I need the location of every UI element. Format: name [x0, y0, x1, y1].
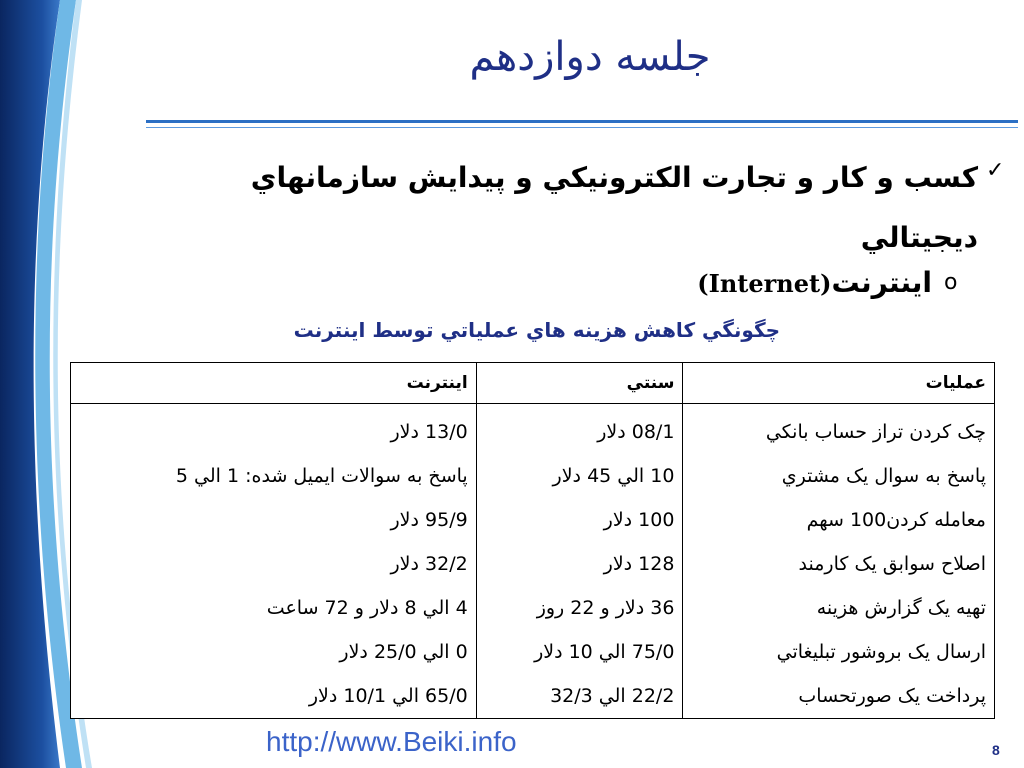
sub-bullet — [600, 266, 932, 299]
sub-bullet-text: اينترنت — [831, 266, 932, 299]
table-row — [71, 586, 995, 630]
cell-internet: پاسخ به سوالات ايميل شده: 1 الي 5 — [71, 454, 477, 498]
cell-operation: اصلاح سوابق يک كارمند — [683, 542, 995, 586]
cell-operation: پاسخ به سوال يک مشتري — [683, 454, 995, 498]
page-number: 8 — [992, 742, 1000, 758]
table-row — [71, 630, 995, 674]
slide-title: جلسه دوازدهم — [469, 34, 711, 80]
table-row — [71, 454, 995, 498]
cost-comparison-table — [70, 362, 995, 719]
cell-internet: 4 الي 8 دلار و 72 ساعت — [71, 586, 477, 630]
footer-url-link[interactable]: http://www.Beiki.info — [266, 726, 517, 757]
main-bullet-text: كسب و كار و تجارت الكترونيكي و پيدايش سازمانهاي ديجيتالي — [250, 161, 978, 254]
circle-bullet-icon: o — [944, 270, 958, 295]
cell-internet: 32/2 دلار — [71, 542, 477, 586]
cell-operation: معامله كردن100 سهم — [683, 498, 995, 542]
table-row — [71, 404, 995, 455]
cell-traditional: 75/0 الي 10 دلار — [476, 630, 683, 674]
cell-operation: چک کردن تراز حساب بانکي — [683, 404, 995, 455]
table-row — [71, 542, 995, 586]
cell-traditional: 128 دلار — [476, 542, 683, 586]
cell-traditional: 08/1 دلار — [476, 404, 683, 455]
header-operations: عمليات — [683, 363, 995, 404]
cell-internet: 13/0 دلار — [71, 404, 477, 455]
cell-traditional: 36 دلار و 22 روز — [476, 586, 683, 630]
title-divider — [146, 120, 1018, 123]
cell-internet: 0 الي 25/0 دلار — [71, 630, 477, 674]
cell-traditional: 10 الي 45 دلار — [476, 454, 683, 498]
table-caption: چگونگي كاهش هزينه هاي عملياتي توسط اينترنت — [293, 318, 780, 342]
cell-traditional: 100 دلار — [476, 498, 683, 542]
title-divider-thin — [146, 127, 1018, 128]
cell-operation: تهيه يک گزارش هزينه — [683, 586, 995, 630]
header-internet: اينترنت — [71, 363, 477, 404]
cell-internet: 65/0 الي 10/1 دلار — [71, 674, 477, 719]
cell-operation: پرداخت يک صورتحساب — [683, 674, 995, 719]
cell-traditional: 22/2 الي 32/3 — [476, 674, 683, 719]
table-row — [71, 498, 995, 542]
cell-operation: ارسال يک بروشور تبليغاتي — [683, 630, 995, 674]
table-header-row — [71, 363, 995, 404]
table-row — [71, 674, 995, 719]
sub-bullet-latin: (Internet) — [697, 269, 832, 298]
header-traditional: سنتي — [476, 363, 683, 404]
checkmark-icon: ✓ — [986, 158, 1005, 183]
cell-internet: 95/9 دلار — [71, 498, 477, 542]
